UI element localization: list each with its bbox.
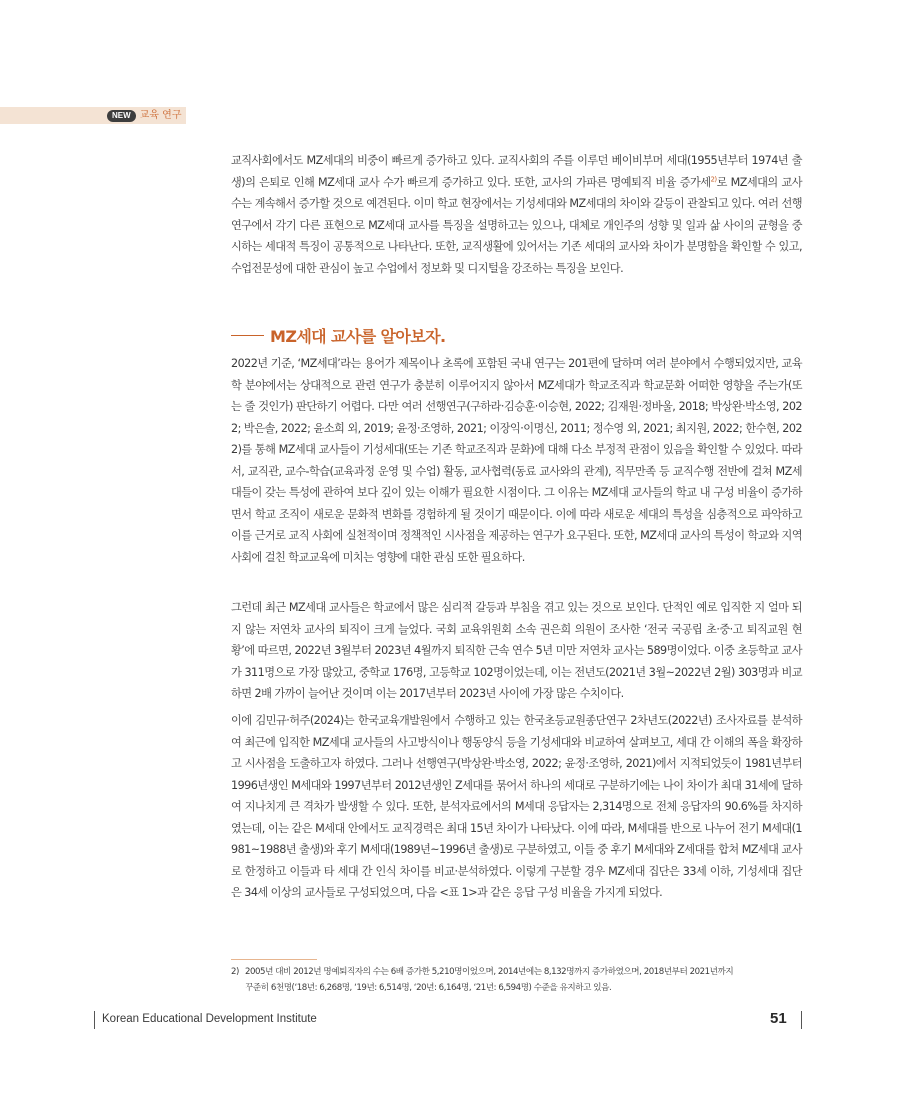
intro-section <box>231 150 802 279</box>
intro-text-a: 교직사회에서도 MZ세대의 비중이 빠르게 증가하고 있다. 교직사회의 주를 이루던 베이비부머 세대(1955년부터 1974년 출생)의 은퇴로 인해 MZ세대 교사 수가 빠르게 증가하고 있다. 또한, 교사의 가파른 명예퇴직 비율 증가세 <box>231 154 802 189</box>
new-badge: NEW <box>107 110 136 122</box>
heading-text: MZ세대 교사를 알아보자. <box>270 326 446 346</box>
body-section-3 <box>231 710 802 904</box>
footnote <box>231 964 802 996</box>
footer-divider-left <box>94 1011 95 1029</box>
section-tag <box>107 109 182 122</box>
footnote-number: 2) <box>231 967 239 977</box>
paragraph-3: 이에 김민규·허주(2024)는 한국교육개발원에서 수행하고 있는 한국초등교원종단연구 2차년도(2022년) 조사자료를 분석하여 최근에 입직한 MZ세대 교사들의 사고방식이나 행동양식 등을 기성세대와 비교하여 살펴보고, 세대 간 이해의 폭을 확장하고 시사점을 도출하고자 하였다. 그러나 선행연구(박상완·박소영, 2022; 윤정·조영하, 2021)에서 지적되었듯이 1981년부터 1996년생인 M세대와 1997년부터 2012년생인 Z세대를 묶어서 하나의 세대로 구분하기에는 나이 차이가 최대 31세에 달하여 지나치게 큰 격차가 발생할 수 있다. 또한, 분석자료에서의 M세대 응답자는 2,314명으로 전체 응답자의 90.6%를 차지하였는데, 이는 같은 M세대 안에서도 교직경력은 최대 15년 차이가 나타났다. 이에 따라, M세대를 반으로 나누어 전기 M세대(1981~1988년 출생)와 후기 M세대(1989년~1996년 출생)로 구분하였고, 이들 중 후기 M세대와 Z세대를 합쳐 MZ세대 교사로 한정하고 이들과 타 세대 간 인식 차이를 비교·분석하였다. 이렇게 구분할 경우 MZ세대 집단은 33세 이하, 기성세대 집단은 34세 이상의 교사들로 구성되었으며, 다음 <표 1>과 같은 응답 구성 비율을 가지게 되었다. <box>231 714 802 899</box>
footer-institute: Korean Educational Development Institute <box>102 1013 317 1025</box>
footnote-text-2: 꾸준히 6천명(‘18년: 6,268명, ‘19년: 6,514명, ‘20년: 6,164명, ‘21년: 6,594명) 수준을 유지하고 있음. <box>245 983 612 993</box>
footnote-text-1: 2005년 대비 2012년 명예퇴직자의 수는 6배 증가한 5,210명이었으며, 2014년에는 8,132명까지 증가하였으며, 2018년부터 2021년까지 <box>245 967 734 977</box>
body-section-2 <box>231 597 802 705</box>
paragraph-2: 그런데 최근 MZ세대 교사들은 학교에서 많은 심리적 갈등과 부침을 겪고 있는 것으로 보인다. 단적인 예로 입직한 지 얼마 되지 않는 저연차 교사의 퇴직이 크게 늘었다. 국회 교육위원회 소속 권은희 의원이 조사한 ‘전국 국공립 초·중·고 퇴직교원 현황’에 따르면, 2022년 3월부터 2023년 4월까지 퇴직한 근속 연수 5년 미만 저연차 교사는 589명이었다. 이중 초등학교 교사가 311명으로 가장 많았고, 중학교 176명, 고등학교 102명이었는데, 이는 전년도(2021년 3월~2022년 2월) 303명과 비교하면 2배 가까이 늘어난 것이며 이는 2017년부터 2023년 사이에 가장 많은 수치이다. <box>231 601 802 700</box>
page-number: 51 <box>770 1010 787 1027</box>
footnote-ref[interactable]: 2) <box>710 174 717 183</box>
section-heading <box>231 321 445 349</box>
intro-paragraph <box>231 150 802 279</box>
paragraph-1: 2022년 기준, ‘MZ세대’라는 용어가 제목이나 초록에 포함된 국내 연구는 201편에 달하며 여러 분야에서 수행되었지만, 교육학 분야에서는 상대적으로 관련 연구가 충분히 이루어지지 않아서 MZ세대가 학교조직과 학교문화 어떠한 영향을 주는가(또는 줄 것인가) 판단하기 어렵다. 다만 여러 선행연구(구하라·김승훈·이승현, 2022; 김재원·정바울, 2018; 박상완·박소영, 2022; 박은솔, 2022; 윤소희 외, 2019; 윤정·조영하, 2021; 이장익·이명신, 2011; 정수영 외, 2021; 최지원, 2022; 한수현, 2022)를 통해 MZ세대 교사들이 기성세대(또는 기존 학교조직과 문화)에 대해 다소 부정적 관점이 있음을 확인할 수 있었다. 따라서, 교직관, 교수-학습(교육과정 운영 및 수업) 활동, 교사협력(동료 교사와의 관계), 직무만족 등 교직수행 전반에 걸쳐 MZ세대들이 갖는 특성에 관하여 보다 깊이 있는 이해가 필요한 시점이다. 그 이유는 MZ세대 교사들의 학교 내 구성 비율이 증가하면서 학교 조직이 새로운 문화적 변화를 경험하게 될 것이기 때문이다. 이에 따라 새로운 세대의 특성을 심층적으로 파악하고 이를 근거로 교직 사회에 실천적이며 정책적인 시사점을 제공하는 연구가 요구된다. 또한, MZ세대 교사의 특성이 학교와 지역사회에 걸친 학교교육에 미치는 영향에 대한 관심 또한 필요하다. <box>231 357 802 564</box>
footer-divider-right <box>801 1011 802 1029</box>
section-label: 교육 연구 <box>139 110 182 121</box>
footnote-line-1 <box>231 964 802 980</box>
body-section-1 <box>231 353 802 568</box>
footnote-divider <box>231 959 317 960</box>
heading-rule <box>231 335 264 336</box>
intro-text-b: 로 MZ세대의 교사 수는 계속해서 증가할 것으로 예견된다. 이미 학교 현장에서는 기성세대와 MZ세대의 차이와 갈등이 관찰되고 있다. 여러 선행연구에서 각기 다른 표현으로 MZ세대 교사를 특징을 설명하고는 있으나, 대체로 개인주의 성향 및 일과 삶 사이의 균형을 중시하는 세대적 특징이 공통적으로 나타난다. 또한, 교직생활에 있어서는 기존 세대의 교사와 차이가 분명함을 확인할 수 있고, 수업전문성에 대한 관심이 높고 수업에서 정보화 및 디지털을 강조하는 특징을 보인다. <box>231 175 802 275</box>
